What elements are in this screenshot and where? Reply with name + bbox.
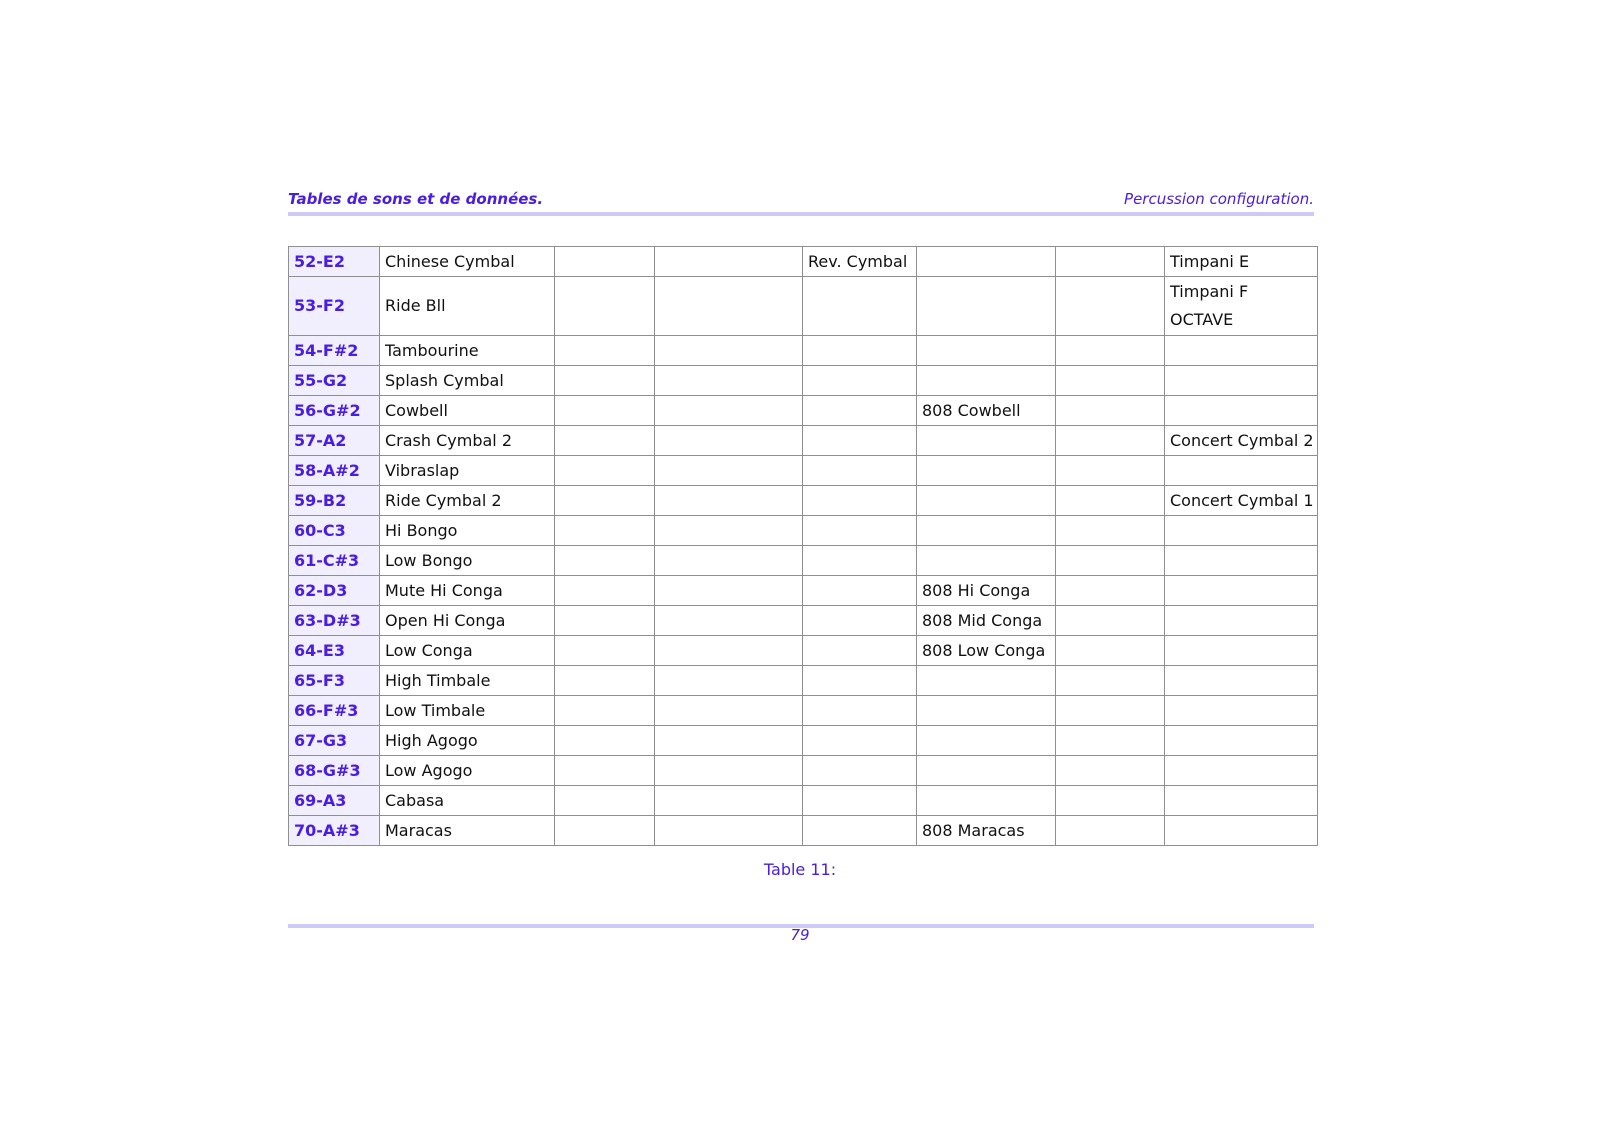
sound-cell [803,546,917,576]
table-row [289,366,1318,396]
note-cell: 66-F#3 [289,696,380,726]
sound-cell: Concert Cymbal 1 [1165,486,1318,516]
sound-cell [803,816,917,846]
percussion-table [288,246,1318,846]
note-cell: 60-C3 [289,516,380,546]
table-row [289,666,1318,696]
sound-cell [655,726,803,756]
sound-cell [1056,366,1165,396]
sound-cell [1165,756,1318,786]
sound-cell [1165,666,1318,696]
sound-cell [917,756,1056,786]
sound-cell [803,516,917,546]
sound-cell: Ride Bll [380,277,555,336]
sound-cell [555,277,655,336]
sound-cell [555,786,655,816]
sound-cell: Timpani E [1165,247,1318,277]
sound-cell: Splash Cymbal [380,366,555,396]
sound-cell: Chinese Cymbal [380,247,555,277]
note-cell: 69-A3 [289,786,380,816]
sound-cell [1165,516,1318,546]
sound-cell [1056,396,1165,426]
sound-cell [555,366,655,396]
sound-cell-line: Timpani F [1170,282,1249,301]
sound-cell [803,726,917,756]
sound-cell [1056,816,1165,846]
sound-cell: Vibraslap [380,456,555,486]
note-cell: 62-D3 [289,576,380,606]
page-number: 79 [790,926,810,944]
sound-cell [917,696,1056,726]
sound-cell [803,426,917,456]
sound-cell [803,606,917,636]
sound-cell [803,486,917,516]
table-row [289,456,1318,486]
sound-cell [1056,756,1165,786]
sound-cell: 808 Cowbell [917,396,1056,426]
sound-cell: Concert Cymbal 2 [1165,426,1318,456]
table-row [289,636,1318,666]
sound-cell [655,247,803,277]
sound-cell [555,606,655,636]
sound-cell: Low Bongo [380,546,555,576]
section-title: Tables de sons et de données. [288,190,544,208]
sound-cell [917,546,1056,576]
sound-cell: Rev. Cymbal [803,247,917,277]
sound-cell [1056,576,1165,606]
sound-cell [803,696,917,726]
sound-cell [917,726,1056,756]
sound-cell: Maracas [380,816,555,846]
sound-cell [1165,696,1318,726]
sound-cell [803,336,917,366]
sound-cell [1165,277,1318,336]
sound-cell [1056,336,1165,366]
sound-cell [917,666,1056,696]
sound-cell [1165,636,1318,666]
sound-cell [1056,606,1165,636]
sound-cell [555,396,655,426]
note-cell: 59-B2 [289,486,380,516]
sound-cell [555,576,655,606]
note-cell: 55-G2 [289,366,380,396]
sound-cell [1165,606,1318,636]
sound-cell [917,456,1056,486]
sound-cell [1165,396,1318,426]
sound-cell [917,516,1056,546]
sound-cell [1165,786,1318,816]
sound-cell: Ride Cymbal 2 [380,486,555,516]
table-row [289,426,1318,456]
note-cell: 68-G#3 [289,756,380,786]
sound-cell [1056,426,1165,456]
table-row [289,516,1318,546]
sound-cell [655,546,803,576]
table-row [289,546,1318,576]
sound-cell [1056,277,1165,336]
sound-cell [803,666,917,696]
sound-cell [655,756,803,786]
table-row [289,756,1318,786]
sound-cell: 808 Hi Conga [917,576,1056,606]
sound-cell [1165,726,1318,756]
table-row [289,576,1318,606]
page-header [288,188,1314,216]
sound-cell [655,516,803,546]
note-cell: 67-G3 [289,726,380,756]
sound-cell [555,696,655,726]
table-row [289,786,1318,816]
note-cell: 70-A#3 [289,816,380,846]
sound-cell [555,456,655,486]
sound-cell [917,247,1056,277]
sound-cell [655,456,803,486]
sound-cell: High Agogo [380,726,555,756]
table-row [289,486,1318,516]
sound-cell [555,816,655,846]
note-cell: 53-F2 [289,277,380,336]
sound-cell: Low Conga [380,636,555,666]
sound-cell: Low Agogo [380,756,555,786]
sound-cell [555,756,655,786]
sound-cell [917,277,1056,336]
sound-cell [1056,546,1165,576]
sound-cell [917,486,1056,516]
sound-cell: 808 Mid Conga [917,606,1056,636]
sound-cell [1165,456,1318,486]
sound-cell [555,666,655,696]
sound-cell [803,366,917,396]
table-caption: Table 11: [763,860,837,879]
sound-cell [803,756,917,786]
sound-cell [803,277,917,336]
sound-cell [655,576,803,606]
note-cell: 61-C#3 [289,546,380,576]
sound-cell: Hi Bongo [380,516,555,546]
sound-cell [1056,516,1165,546]
note-cell: 65-F3 [289,666,380,696]
sound-cell: Mute Hi Conga [380,576,555,606]
table-row [289,816,1318,846]
sound-cell: 808 Low Conga [917,636,1056,666]
sound-cell [1056,486,1165,516]
sound-cell [555,247,655,277]
sound-cell-line: OCTAVE [1170,310,1234,329]
sound-cell [1056,726,1165,756]
sound-cell [1056,247,1165,277]
sound-cell [655,277,803,336]
sound-cell [1165,546,1318,576]
sound-cell [655,486,803,516]
sound-cell [655,696,803,726]
sound-cell [1056,696,1165,726]
sound-cell [655,336,803,366]
sound-cell [1056,456,1165,486]
sound-cell [655,666,803,696]
sound-cell [1165,816,1318,846]
sound-cell [803,636,917,666]
sound-cell [655,396,803,426]
chapter-title: Percussion configuration. [1124,190,1314,208]
note-cell: 63-D#3 [289,606,380,636]
sound-cell [555,336,655,366]
table-row [289,247,1318,277]
sound-cell [555,726,655,756]
sound-cell: Low Timbale [380,696,555,726]
sound-cell [917,426,1056,456]
table-row [289,606,1318,636]
table-row [289,396,1318,426]
sound-cell [1056,636,1165,666]
sound-cell [655,366,803,396]
note-cell: 58-A#2 [289,456,380,486]
sound-cell [655,426,803,456]
sound-cell [1056,666,1165,696]
sound-cell: Cabasa [380,786,555,816]
note-cell: 54-F#2 [289,336,380,366]
table-row [289,696,1318,726]
sound-cell [655,816,803,846]
sound-cell [655,606,803,636]
table-row [289,726,1318,756]
sound-cell: Tambourine [380,336,555,366]
table-row [289,336,1318,366]
sound-cell [655,636,803,666]
sound-cell [917,366,1056,396]
sound-cell [555,546,655,576]
sound-cell [803,456,917,486]
table-row [289,277,1318,336]
sound-cell [1056,786,1165,816]
sound-cell: Crash Cymbal 2 [380,426,555,456]
sound-cell: High Timbale [380,666,555,696]
sound-cell [1165,576,1318,606]
note-cell: 57-A2 [289,426,380,456]
sound-cell [555,426,655,456]
sound-cell [555,486,655,516]
sound-cell [655,786,803,816]
sound-cell [555,516,655,546]
sound-cell: 808 Maracas [917,816,1056,846]
sound-cell [1165,336,1318,366]
sound-cell: Open Hi Conga [380,606,555,636]
sound-cell [917,336,1056,366]
note-cell: 56-G#2 [289,396,380,426]
sound-cell: Cowbell [380,396,555,426]
note-cell: 52-E2 [289,247,380,277]
sound-cell [555,636,655,666]
note-cell: 64-E3 [289,636,380,666]
sound-cell [803,576,917,606]
sound-cell [1165,366,1318,396]
sound-cell [803,786,917,816]
sound-cell [803,396,917,426]
sound-cell [917,786,1056,816]
